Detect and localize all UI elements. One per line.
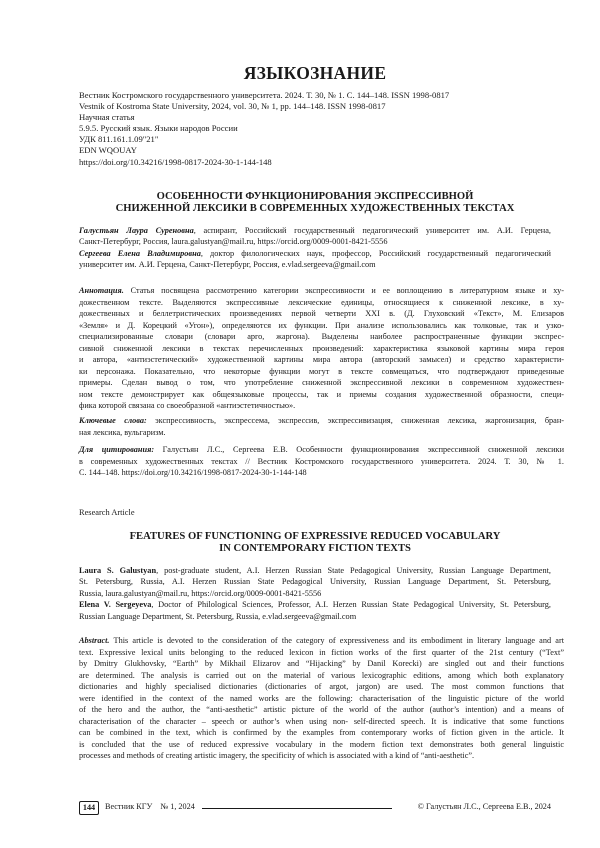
doi-link[interactable]: https://doi.org/10.34216/1998-0817-2024-30-1-144-148 (79, 156, 272, 167)
title-line: ОСОБЕННОСТИ ФУНКЦИОНИРОВАНИЯ ЭКСПРЕССИВНОЙ (156, 191, 474, 202)
citation-ru: Вестник Костромского государственного университета. 2024. Т. 30, № 1. С. 144–148. ISSN 1998-0817 (79, 90, 450, 100)
udc-code: УДК 811.161.1.09"21" (79, 134, 159, 145)
title-line: FEATURES OF FUNCTIONING OF EXPRESSIVE REDUCED VOCABULARY (129, 531, 501, 542)
page-footer (79, 801, 551, 815)
author-name: Галустьян Лаура Суреновна (79, 226, 194, 235)
copyright: © Галустьян Л.С., Сергеева Е.В., 2024 (417, 802, 551, 811)
footer-rule (202, 808, 392, 809)
author-name: Laura S. Galustyan (79, 566, 157, 575)
cite-label: Для цитирования: (79, 445, 155, 454)
keywords-ru: Ключевые слова: экспрессивность, экспрессема, экспрессив, экспрессивизация, сниженная лексика, жаргонизация, бран- ная лексика, вульгаризм. (79, 416, 564, 437)
specialty-code: 5.9.5. Русский язык. Языки народов России (79, 123, 238, 134)
abstract-en: Abstract. This article is devoted to the consideration of the category of expressiveness and its embodiment in literary language and art text. Expressive lexical units belonging to the reduced lexicon in fiction works of the first quarter of the 21st century (“Text” by Dmitry Glukhovsky, “Earth” by Mikhail Elizarov and “Hijacking” by Danil Korecki) are singled out and their functions are determined. The analysis is carried out on the material of various lexicographic editions, among which both explanatory dictionaries and highly specialised dictionaries (dictionaries of argot, jargon) are used. The most common functions that were identified in the context of the named works are the following: characterisation of the linguistic picture of the world of the hero and the author, the “anti-aesthetic” artistic picture of the world of the author (author’s intention) and a means of characterisation of the character – speech or author’s when using non- self-directed speech. It is indicative that some functions can be combined in the text, which is confirmed by the examples from contemporary works of fiction given in the article. It is concluded that the use of reduced expressive vocabulary in the modern fiction text demonstrates both general linguistic processes and methods of creating artistic imagery, the specificity of which is associated with a kind of “anti-aesthetic”. (79, 636, 564, 760)
author-name: Elena V. Sergeyeva (79, 600, 152, 610)
author-entry: Галустьян Лаура Суреновна, аспирант, Российский государственный педагогический университет им. А.И. Герцена, Санкт-Петербург, Россия, laura.galustyan@mail.ru, https://orcid.org/0009-0001-8421-5556 (79, 226, 551, 247)
journal-name: Вестник КГУ (105, 802, 153, 811)
page-number: 144 (79, 801, 99, 815)
abstract-label: Аннотация. (79, 286, 124, 295)
research-article-label: Research Article (79, 508, 135, 517)
citation-block: Для цитирования: Галустьян Л.С., Сергеева Е.В. Особенности функционирования экспрессивной сниженной лексики в современных художественных текстах // Вестник Костромского государственного университета. 2024. Т. 30, № 1. С. 144–148. https://doi.org/10.34216/1998-0817-2024-30-1-144-148 (79, 445, 564, 477)
abstract-ru: Аннотация. Статья посвящена рассмотрению категории экспрессивности и ее воплощению в литературном языке и ху- дожественном тексте. Выделяются экспрессивные лексические единицы, относящиеся к сниженной лексике, в ху- дожественных и беллетристических произведениях первой четверти XXI в. (Д. Глуховский «Текст», М. Елизаров «Земля» и Д. Корецкий «Угон»), определяются их функции. При анализе использовались как толковые, так и узко- специализированные словари (словари арго, жаргона). Выделены наиболее распространенные функции экспрес- сивной сниженной лексики в текстах перечисленных произведений: характеристика языковой картины мира героя и автора, «антиэстетический» художественной картины мира автора (авторский замысел) и средство характеристи- ки персонажа. Показательно, что некоторые функции могут в тексте совмещаться, что подтверждают приведенные примеры. Сделан вывод о том, что употребление сниженной экспрессивной лексики в современном художествен- ном тексте демонстрирует как общеязыковые процессы, так и приемы создания художественной образности, специ- фика которой связана со своеобразной «антиэстетичностью». (79, 286, 564, 410)
author-entry: Elena V. Sergeyeva, Doctor of Philological Sciences, Professor, A.I. Herzen Russian State Pedagogical University, St. Petersburg, Russian Language Department, St. Petersburg, Russia, e.vlad.sergeeva@gmail.com (79, 600, 552, 621)
author-name: Сергеева Елена Владимировна (79, 248, 201, 258)
article-page (79, 0, 564, 848)
author-entry: Laura S. Galustyan, post-graduate student, A.I. Herzen Russian State Pedagogical University, Russian Language Department, St. Petersburg, Russia, A.I. Herzen Russian State Pedagogical University, Russian Language Department, St. Petersburg, Russia, laura.galustyan@mail.ru, https://orcid.org/0009-0001-8421-5556 (79, 566, 552, 598)
title-line: IN CONTEMPORARY FICTION TEXTS (219, 543, 411, 554)
issue-number: № 1, 2024 (160, 802, 195, 811)
authors-ru (79, 225, 551, 271)
keywords-label: Ключевые слова: (79, 416, 147, 425)
edn-code: EDN WQOUAY (79, 145, 138, 156)
publication-meta (79, 90, 551, 168)
article-title-en (79, 531, 551, 555)
article-type: Научная статья (79, 112, 135, 123)
title-line: СНИЖЕННОЙ ЛЕКСИКИ В СОВРЕМЕННЫХ ХУДОЖЕСТВЕННЫХ ТЕКСТАХ (115, 203, 515, 214)
author-entry: Сергеева Елена Владимировна, доктор филологических наук, профессор, Российский государственный педагогический университет им. А.И. Герцена, Санкт-Петербург, Россия, e.vlad.sergeeva@gmail.com (79, 248, 551, 270)
article-title-ru (79, 191, 551, 215)
authors-en (79, 565, 551, 622)
journal-issue (105, 802, 195, 811)
abstract-label: Abstract. (79, 636, 110, 645)
section-title: ЯЗЫКОЗНАНИЕ (243, 63, 387, 83)
citation-en: Vestnik of Kostroma State University, 2024, vol. 30, № 1, pp. 144–148. ISSN 1998-0817 (79, 101, 386, 112)
